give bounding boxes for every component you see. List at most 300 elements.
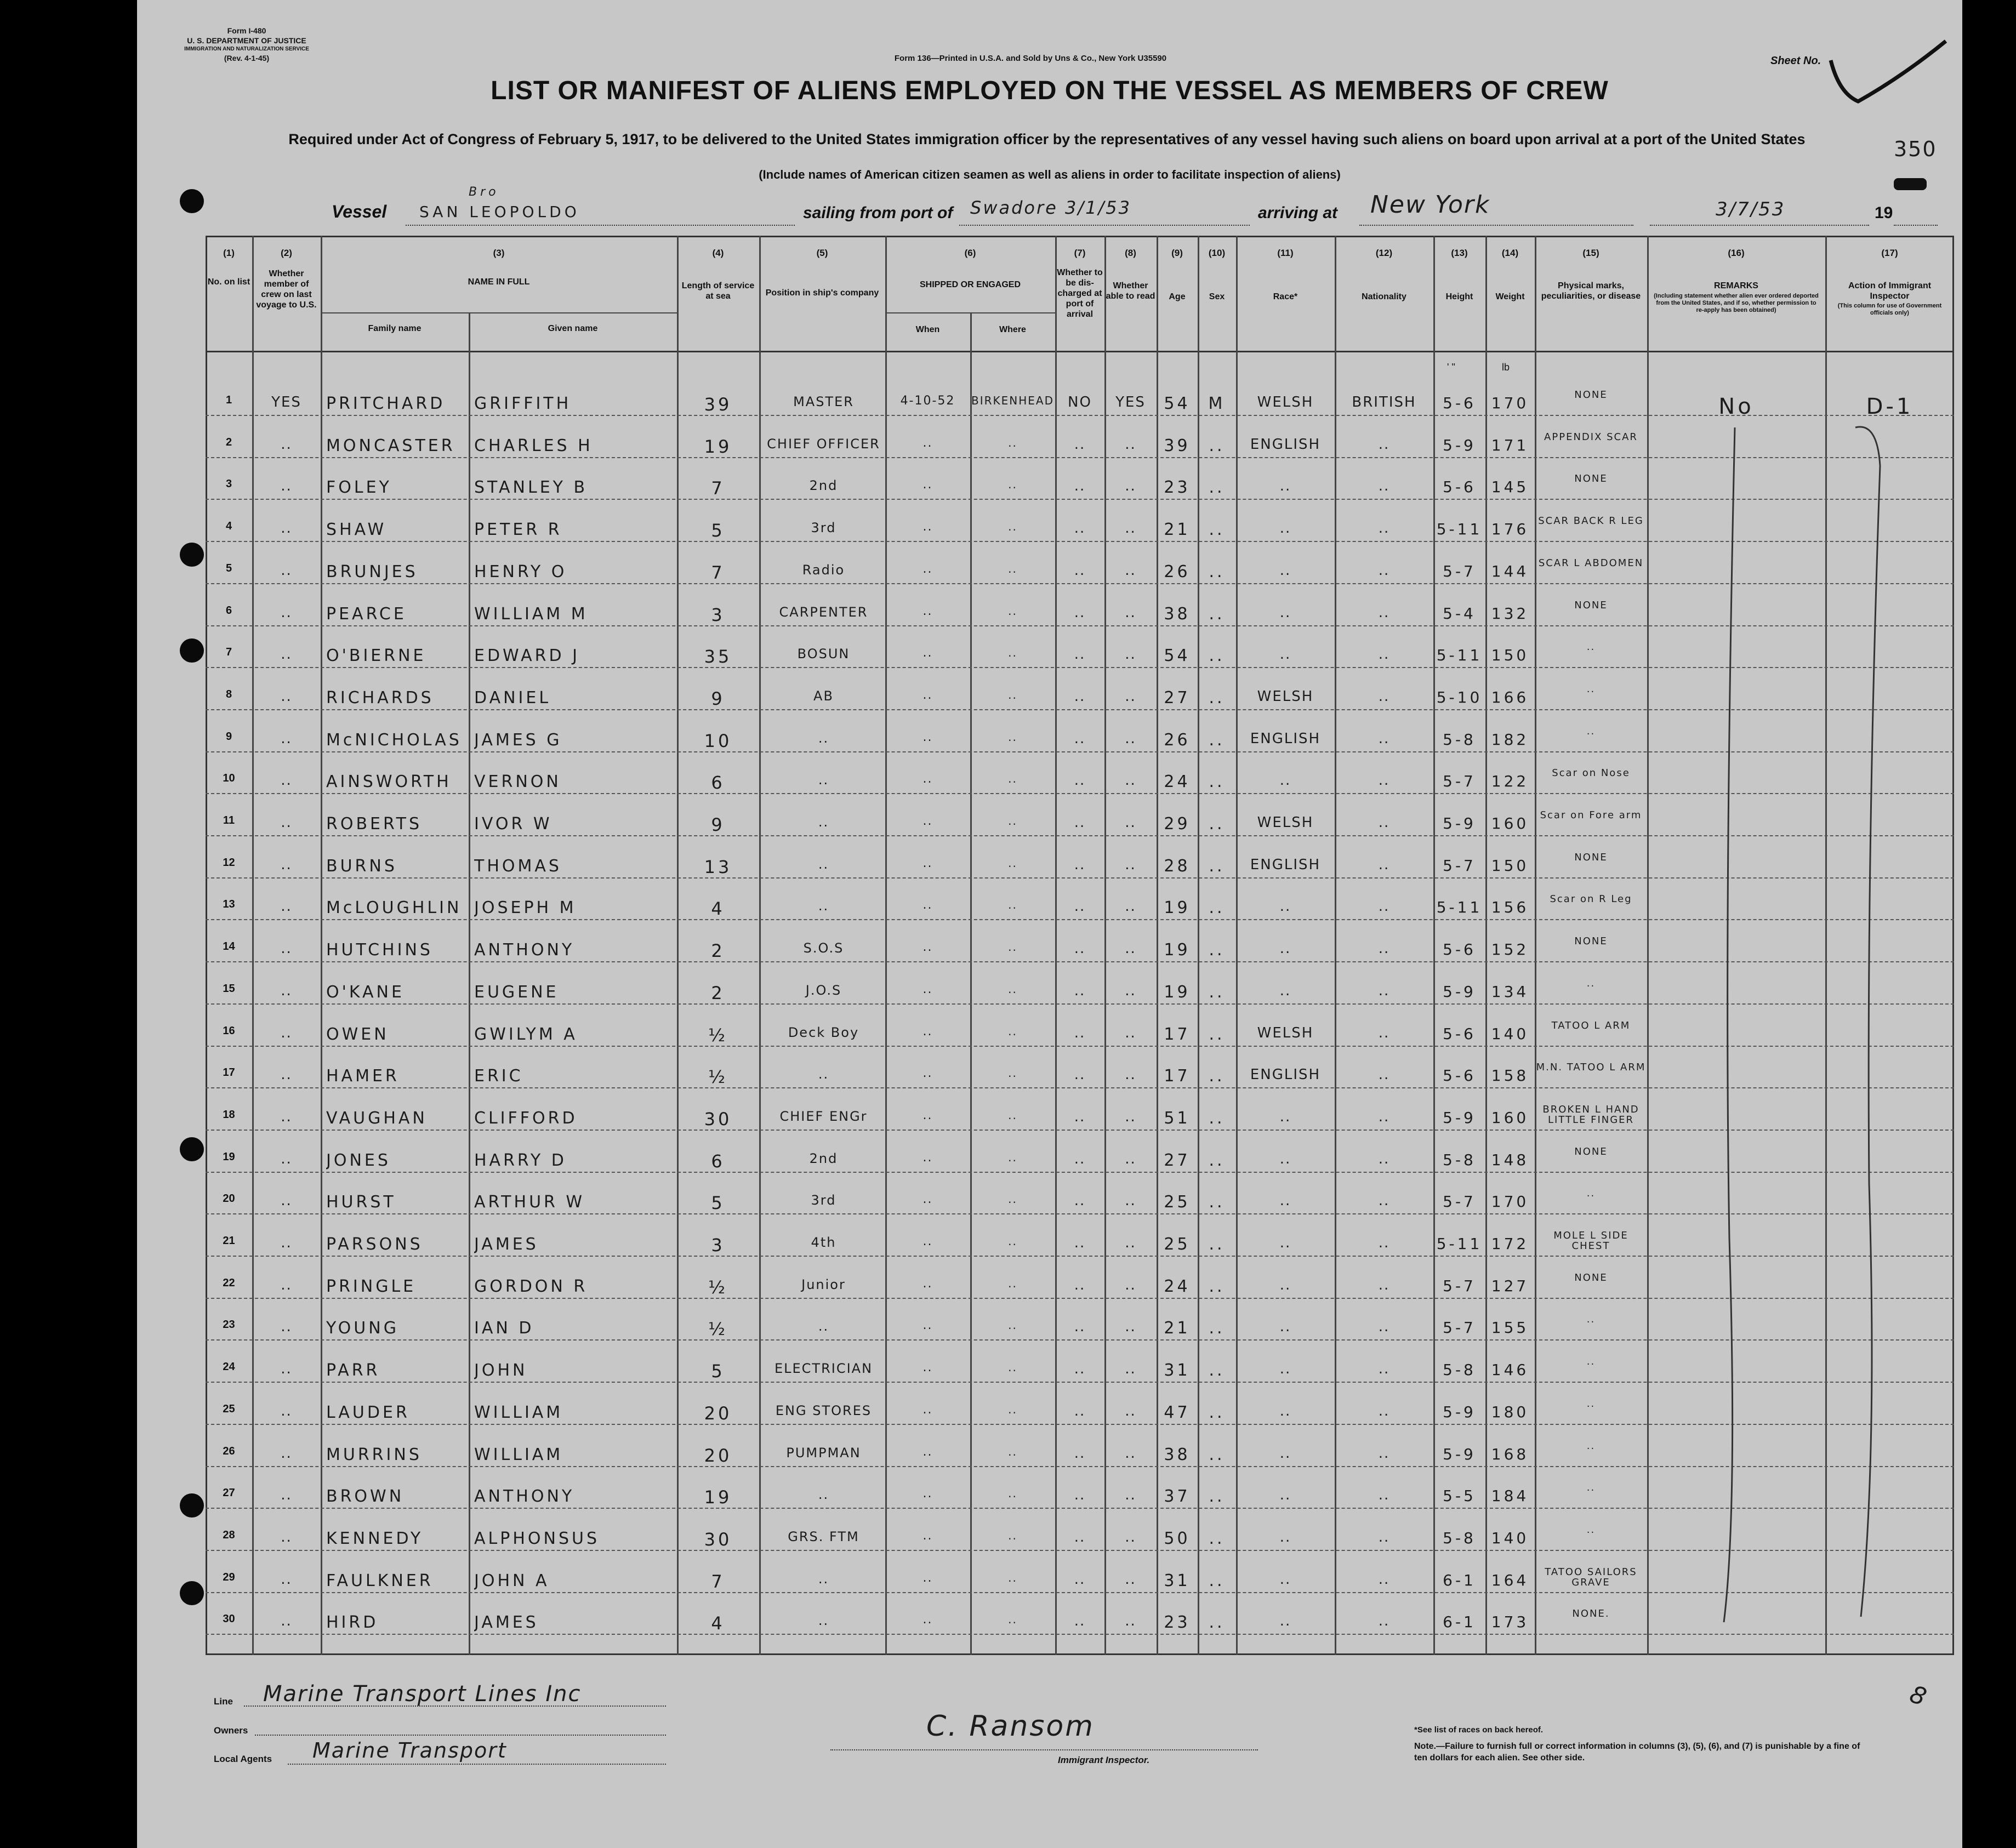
cell-race: ENGLISH bbox=[1250, 856, 1321, 873]
cell-position: Radio bbox=[802, 562, 845, 578]
cell-height: 5-10 bbox=[1436, 688, 1483, 706]
cell-marks: Scar on Fore arm bbox=[1540, 810, 1642, 820]
cell-race: .. bbox=[1279, 982, 1291, 999]
cell-marks: BROKEN L HAND LITTLE FINGER bbox=[1542, 1104, 1639, 1125]
cell-last: .. bbox=[281, 1319, 292, 1336]
cell-disch: .. bbox=[1074, 856, 1086, 873]
cell-read: .. bbox=[1125, 562, 1136, 579]
cell-family: YOUNG bbox=[326, 1319, 399, 1338]
cell-sex: .. bbox=[1209, 646, 1225, 666]
cell-nationality: .. bbox=[1378, 1361, 1390, 1378]
cell-nationality: .. bbox=[1378, 520, 1390, 537]
column-number: (13) bbox=[1451, 248, 1468, 258]
cell-service: 9 bbox=[711, 814, 725, 835]
cell-marks: NONE bbox=[1574, 600, 1608, 611]
cell-service: 7 bbox=[711, 478, 725, 499]
cell-disch: .. bbox=[1074, 814, 1086, 831]
cell-nationality: .. bbox=[1378, 1613, 1390, 1630]
cell-last: .. bbox=[281, 1445, 292, 1462]
column-number: (12) bbox=[1375, 248, 1393, 258]
cell-position: CARPENTER bbox=[779, 604, 868, 620]
cell-height: 5-9 bbox=[1443, 1402, 1476, 1421]
cell-nationality: .. bbox=[1378, 856, 1390, 873]
header-sex: Sex bbox=[1209, 292, 1225, 301]
cell-service: 3 bbox=[711, 604, 725, 625]
cell-where: .. bbox=[1008, 730, 1017, 744]
cell-height: 6-1 bbox=[1443, 1613, 1476, 1632]
cell-nationality: .. bbox=[1378, 646, 1390, 663]
cell-race: ENGLISH bbox=[1250, 730, 1321, 747]
cell-family: FAULKNER bbox=[326, 1571, 434, 1590]
cell-family: PARR bbox=[326, 1361, 380, 1381]
cell-race: .. bbox=[1279, 1235, 1291, 1251]
cell-position: Junior bbox=[801, 1276, 846, 1292]
header-physical-marks: Physical marks, peculiarities, or disease bbox=[1541, 281, 1641, 301]
column-number: (16) bbox=[1728, 248, 1745, 258]
cell-height: 5-8 bbox=[1443, 1150, 1476, 1169]
cell-disch: .. bbox=[1074, 1361, 1086, 1378]
cell-nationality: .. bbox=[1378, 1528, 1390, 1545]
cell-nationality: .. bbox=[1378, 604, 1390, 621]
cell-where: .. bbox=[1008, 646, 1017, 660]
cell-age: 27 bbox=[1164, 1150, 1191, 1170]
cell-when: .. bbox=[922, 982, 933, 996]
cell-last: .. bbox=[281, 814, 292, 831]
date-underline bbox=[1650, 225, 1869, 226]
cell-service: 4 bbox=[711, 1613, 725, 1634]
cell-height: 5-6 bbox=[1443, 1066, 1476, 1085]
cell-disch: .. bbox=[1074, 1402, 1086, 1419]
cell-last: .. bbox=[281, 436, 292, 453]
cell-last: .. bbox=[281, 1402, 292, 1419]
cell-age: 47 bbox=[1164, 1402, 1191, 1422]
cell-disch: .. bbox=[1074, 1445, 1086, 1462]
cell-race: .. bbox=[1279, 1108, 1291, 1125]
cell-position: 3rd bbox=[811, 520, 836, 536]
cell-sex: .. bbox=[1209, 1361, 1225, 1381]
cell-where: .. bbox=[1008, 940, 1017, 954]
cell-given: JAMES bbox=[474, 1613, 539, 1633]
name-split-line bbox=[469, 312, 470, 1655]
cell-family: HUTCHINS bbox=[326, 940, 433, 960]
cell-no: 25 bbox=[223, 1402, 235, 1415]
cell-age: 24 bbox=[1164, 772, 1191, 792]
cell-read: .. bbox=[1125, 520, 1136, 537]
header-last-voyage: Whether member of crew on last voyage to U.S. bbox=[256, 269, 317, 310]
cell-age: 17 bbox=[1164, 1024, 1191, 1044]
cell-where: .. bbox=[1008, 1193, 1017, 1206]
cell-no: 23 bbox=[223, 1319, 235, 1331]
cell-where: .. bbox=[1008, 898, 1017, 912]
cell-service: 5 bbox=[711, 1193, 725, 1214]
cell-marks: NONE bbox=[1574, 1272, 1608, 1283]
cell-read: .. bbox=[1125, 814, 1136, 831]
column-number: (7) bbox=[1074, 248, 1086, 258]
printer-line: Form 136—Printed in U.S.A. and Sold by Uns & Co., New York U35590 bbox=[894, 54, 1167, 63]
cell-position: J.O.S bbox=[805, 982, 842, 998]
cell-nationality: .. bbox=[1378, 1571, 1390, 1588]
cell-age: 54 bbox=[1164, 646, 1191, 666]
cell-no: 10 bbox=[223, 772, 235, 785]
cell-position: MASTER bbox=[793, 394, 854, 409]
cell-race: WELSH bbox=[1257, 394, 1314, 410]
cell-last: .. bbox=[281, 1361, 292, 1378]
cell-nationality: .. bbox=[1378, 1445, 1390, 1462]
cell-given: THOMAS bbox=[474, 856, 562, 876]
cell-marks: Scar on Nose bbox=[1552, 768, 1630, 779]
cell-last: .. bbox=[281, 646, 292, 663]
cell-nationality: .. bbox=[1378, 1193, 1390, 1210]
cell-marks: NONE bbox=[1574, 390, 1608, 400]
cell-nationality: .. bbox=[1378, 982, 1390, 999]
inspector-signature: C. Ransom bbox=[926, 1710, 1095, 1743]
cell-marks: .. bbox=[1586, 1398, 1596, 1409]
cell-service: 13 bbox=[704, 856, 732, 877]
header-remarks: REMARKS bbox=[1714, 281, 1758, 290]
cell-where: .. bbox=[1008, 814, 1017, 828]
ditto-strokes-drawing bbox=[1647, 417, 1954, 1639]
cell-family: PRINGLE bbox=[326, 1276, 417, 1296]
cell-nationality: .. bbox=[1378, 730, 1390, 747]
cell-race: .. bbox=[1279, 772, 1291, 789]
cell-nationality: .. bbox=[1378, 814, 1390, 831]
cell-weight: 184 bbox=[1491, 1487, 1529, 1505]
cell-last: .. bbox=[281, 982, 292, 999]
cell-nationality: .. bbox=[1378, 478, 1390, 495]
cell-disch: .. bbox=[1074, 688, 1086, 705]
cell-given: IVOR W bbox=[474, 814, 553, 834]
cell-where: .. bbox=[1008, 1066, 1017, 1080]
cell-disch: .. bbox=[1074, 478, 1086, 495]
cell-read: .. bbox=[1125, 1445, 1136, 1462]
cell-race: .. bbox=[1279, 1571, 1291, 1588]
cell-when: .. bbox=[922, 772, 933, 786]
cell-service: 6 bbox=[711, 1150, 725, 1172]
cell-no: 13 bbox=[223, 898, 235, 911]
cell-nationality: .. bbox=[1378, 1487, 1390, 1504]
cell-family: PEARCE bbox=[326, 604, 407, 624]
cell-weight: 132 bbox=[1491, 604, 1529, 623]
cell-height: 6-1 bbox=[1443, 1571, 1476, 1589]
cell-height: 5-7 bbox=[1443, 562, 1476, 580]
cell-no: 22 bbox=[223, 1276, 235, 1289]
cell-when: .. bbox=[922, 1066, 933, 1081]
cell-read: .. bbox=[1125, 1276, 1136, 1293]
header-given-name: Given name bbox=[548, 324, 598, 333]
cell-no: 17 bbox=[223, 1066, 235, 1079]
margin-mark: 8 bbox=[1906, 1680, 1933, 1713]
cell-family: MURRINS bbox=[326, 1445, 422, 1464]
cell-sex: .. bbox=[1209, 478, 1225, 498]
cell-height: 5-8 bbox=[1443, 1361, 1476, 1379]
cell-no: 27 bbox=[223, 1487, 235, 1499]
cell-family: BRUNJES bbox=[326, 562, 418, 581]
cell-given: GWILYM A bbox=[474, 1024, 578, 1044]
cell-age: 39 bbox=[1164, 436, 1191, 455]
vessel-underline bbox=[406, 225, 795, 226]
cell-last: .. bbox=[281, 1024, 292, 1041]
cell-position: .. bbox=[818, 1066, 829, 1082]
cell-family: VAUGHAN bbox=[326, 1108, 428, 1128]
cell-weight: 170 bbox=[1491, 394, 1529, 412]
vessel-note: Bro bbox=[469, 185, 499, 199]
cell-no: 15 bbox=[223, 982, 235, 995]
cell-height: 5-6 bbox=[1443, 394, 1476, 412]
column-number: (1) bbox=[223, 248, 235, 258]
cell-position: 4th bbox=[811, 1235, 836, 1250]
page-number: 350 bbox=[1894, 137, 1937, 161]
cell-race: .. bbox=[1279, 646, 1291, 663]
cell-family: KENNEDY bbox=[326, 1528, 424, 1548]
header-shipped-when: When bbox=[915, 325, 940, 334]
cell-disch: .. bbox=[1074, 1487, 1086, 1504]
cell-disch: .. bbox=[1074, 1276, 1086, 1293]
cell-read: .. bbox=[1125, 1193, 1136, 1210]
cell-height: 5-11 bbox=[1436, 1235, 1483, 1253]
header-height: Height bbox=[1445, 292, 1473, 301]
cell-nationality: .. bbox=[1378, 562, 1390, 579]
cell-family: AINSWORTH bbox=[326, 772, 452, 792]
cell-service: 20 bbox=[704, 1445, 732, 1466]
cell-disch: .. bbox=[1074, 1613, 1086, 1630]
cell-weight: 156 bbox=[1491, 898, 1529, 917]
cell-disch: .. bbox=[1074, 1066, 1086, 1083]
cell-read: .. bbox=[1125, 478, 1136, 495]
cell-marks: NONE bbox=[1574, 1146, 1608, 1157]
footer-agents-underline bbox=[288, 1764, 666, 1765]
cell-service: 35 bbox=[704, 646, 732, 668]
cell-no: 20 bbox=[223, 1193, 235, 1205]
cell-no: 9 bbox=[225, 730, 232, 743]
column-number: (9) bbox=[1171, 248, 1183, 258]
cell-weight: 146 bbox=[1491, 1361, 1529, 1379]
cell-last: .. bbox=[281, 1571, 292, 1588]
cell-weight: 172 bbox=[1491, 1235, 1529, 1253]
cell-marks: .. bbox=[1586, 978, 1596, 989]
cell-sex: .. bbox=[1209, 1150, 1225, 1170]
cell-read: .. bbox=[1125, 1361, 1136, 1378]
footer-owners-underline bbox=[255, 1735, 666, 1736]
cell-age: 31 bbox=[1164, 1361, 1191, 1381]
cell-marks: NONE bbox=[1574, 474, 1608, 484]
cell-where: .. bbox=[1008, 1445, 1017, 1458]
cell-where: .. bbox=[1008, 1150, 1017, 1164]
cell-no: 7 bbox=[225, 646, 232, 659]
cell-disch: .. bbox=[1074, 1150, 1086, 1167]
cell-where: .. bbox=[1008, 520, 1017, 534]
cell-given: GORDON R bbox=[474, 1276, 588, 1296]
cell-where: BIRKENHEAD bbox=[971, 394, 1054, 407]
page-title: LIST OR MANIFEST OF ALIENS EMPLOYED ON THE VESSEL AS MEMBERS OF CREW bbox=[491, 76, 1609, 105]
cell-age: 17 bbox=[1164, 1066, 1191, 1086]
cell-no: 26 bbox=[223, 1445, 235, 1457]
cell-position: .. bbox=[818, 814, 829, 830]
cell-no: 29 bbox=[223, 1571, 235, 1583]
cell-read: .. bbox=[1125, 1024, 1136, 1041]
cell-weight: 158 bbox=[1491, 1066, 1529, 1085]
cell-marks: NONE bbox=[1574, 852, 1608, 863]
cell-given: DANIEL bbox=[474, 688, 551, 708]
cell-sex: .. bbox=[1209, 1319, 1225, 1338]
cell-when: .. bbox=[922, 856, 933, 870]
cell-family: LAUDER bbox=[326, 1402, 410, 1422]
cell-position: 2nd bbox=[809, 1150, 838, 1166]
cell-where: .. bbox=[1008, 436, 1017, 449]
cell-position: .. bbox=[818, 1571, 829, 1587]
manifest-page bbox=[137, 0, 1962, 1848]
cell-where: .. bbox=[1008, 1319, 1017, 1332]
cell-weight: 180 bbox=[1491, 1402, 1529, 1421]
punch-hole bbox=[180, 1581, 204, 1605]
cell-marks: APPENDIX SCAR bbox=[1544, 431, 1638, 442]
cell-service: 5 bbox=[711, 1361, 725, 1382]
cell-last: .. bbox=[281, 1487, 292, 1504]
cell-family: HIRD bbox=[326, 1613, 379, 1633]
cell-disch: .. bbox=[1074, 646, 1086, 663]
cell-service: 19 bbox=[704, 1487, 732, 1508]
cell-when: .. bbox=[922, 1571, 933, 1585]
weight-unit-mark: lb bbox=[1502, 362, 1510, 373]
cell-given: EDWARD J bbox=[474, 646, 580, 666]
cell-when: .. bbox=[922, 478, 933, 492]
cell-read: .. bbox=[1125, 1613, 1136, 1630]
form-number: Form I-480 bbox=[227, 26, 266, 35]
cell-race: .. bbox=[1279, 1193, 1291, 1210]
cell-read: .. bbox=[1125, 1571, 1136, 1588]
cell-family: HAMER bbox=[326, 1066, 400, 1086]
cell-height: 5-11 bbox=[1436, 646, 1483, 665]
cell-last: .. bbox=[281, 940, 292, 957]
department-label: U. S. DEPARTMENT OF JUSTICE bbox=[187, 36, 306, 45]
cell-sex: .. bbox=[1209, 856, 1225, 876]
cell-nationality: .. bbox=[1378, 1319, 1390, 1336]
cell-position: Deck Boy bbox=[788, 1024, 859, 1040]
cell-sex: .. bbox=[1209, 1066, 1225, 1086]
cell-given: JOSEPH M bbox=[474, 898, 577, 918]
cell-where: .. bbox=[1008, 1487, 1017, 1501]
cell-no: 11 bbox=[223, 814, 235, 826]
cell-marks: M.N. TATOO L ARM bbox=[1536, 1062, 1646, 1073]
header-shipped-or-engaged: SHIPPED OR ENGAGED bbox=[919, 280, 1021, 289]
header-remarks-note: (Including statement whether alien ever ordered deported from the United States, and if so, whether permission to re-apply has been obtained) bbox=[1654, 293, 1819, 313]
cell-read: .. bbox=[1125, 604, 1136, 621]
arriving-label: arriving at bbox=[1258, 204, 1338, 222]
cell-race: .. bbox=[1279, 1445, 1291, 1462]
cell-service: 6 bbox=[711, 772, 725, 794]
cell-read: .. bbox=[1125, 982, 1136, 999]
cell-weight: 145 bbox=[1491, 478, 1529, 497]
cell-weight: 148 bbox=[1491, 1150, 1529, 1169]
header-name-in-full: NAME IN FULL bbox=[468, 277, 530, 287]
cell-service: 7 bbox=[711, 562, 725, 583]
cell-marks: .. bbox=[1586, 1314, 1596, 1325]
cell-last: .. bbox=[281, 898, 292, 915]
cell-service: 30 bbox=[704, 1528, 732, 1550]
header-no-on-list: No. on list bbox=[207, 277, 250, 287]
cell-position: .. bbox=[818, 772, 829, 788]
cell-service: ½ bbox=[708, 1024, 728, 1046]
cell-when: .. bbox=[922, 688, 933, 702]
inspector-label: Immigrant Inspector. bbox=[1058, 1755, 1150, 1765]
cell-when: .. bbox=[922, 520, 933, 534]
cell-weight: 168 bbox=[1491, 1445, 1529, 1463]
cell-given: JOHN bbox=[474, 1361, 528, 1381]
cell-when: .. bbox=[922, 1235, 933, 1248]
cell-nationality: .. bbox=[1378, 1276, 1390, 1293]
cell-when: .. bbox=[922, 1402, 933, 1417]
cell-sex: .. bbox=[1209, 1487, 1225, 1507]
cell-service: ½ bbox=[708, 1319, 728, 1340]
sheet-no-label: Sheet No. bbox=[1770, 55, 1821, 67]
cell-service: 19 bbox=[704, 436, 732, 457]
punch-hole bbox=[180, 1137, 204, 1161]
cell-height: 5-5 bbox=[1443, 1487, 1476, 1505]
header-length-of-service: Length of service at sea bbox=[681, 281, 755, 301]
cell-service: 9 bbox=[711, 688, 725, 709]
cell-weight: 134 bbox=[1491, 982, 1529, 1001]
arriving-at: New York bbox=[1370, 191, 1490, 219]
col-divider bbox=[677, 236, 679, 1655]
cell-given: JOHN A bbox=[474, 1571, 550, 1590]
cell-race: .. bbox=[1279, 520, 1291, 537]
cell-age: 54 bbox=[1164, 394, 1191, 413]
cell-service: 7 bbox=[711, 1571, 725, 1592]
cell-position: BOSUN bbox=[797, 646, 850, 662]
cell-read: .. bbox=[1125, 856, 1136, 873]
column-number: (8) bbox=[1125, 248, 1136, 258]
cell-last: .. bbox=[281, 1528, 292, 1545]
cell-height: 5-7 bbox=[1443, 1319, 1476, 1337]
cell-weight: 176 bbox=[1491, 520, 1529, 539]
cell-age: 31 bbox=[1164, 1571, 1191, 1590]
cell-position: ENG STORES bbox=[775, 1402, 872, 1418]
cell-disch: .. bbox=[1074, 1528, 1086, 1545]
cell-marks: .. bbox=[1586, 1356, 1596, 1367]
cell-given: WILLIAM bbox=[474, 1402, 563, 1422]
cell-when: .. bbox=[922, 1108, 933, 1122]
races-note: *See list of races on back hereof. bbox=[1414, 1725, 1544, 1735]
cell-height: 5-9 bbox=[1443, 1108, 1476, 1127]
cell-disch: .. bbox=[1074, 982, 1086, 999]
cell-age: 19 bbox=[1164, 982, 1191, 1002]
cell-family: RICHARDS bbox=[326, 688, 434, 708]
cell-race: .. bbox=[1279, 1528, 1291, 1545]
column-number: (3) bbox=[493, 248, 505, 258]
cell-when: .. bbox=[922, 1150, 933, 1165]
cell-weight: 122 bbox=[1491, 772, 1529, 791]
cell-race: .. bbox=[1279, 478, 1291, 495]
cell-last: .. bbox=[281, 688, 292, 705]
cell-marks: NONE bbox=[1574, 936, 1608, 947]
cell-no: 2 bbox=[225, 436, 232, 448]
cell-family: PRITCHARD bbox=[326, 394, 446, 413]
cell-weight: 164 bbox=[1491, 1571, 1529, 1589]
column-number: (4) bbox=[712, 248, 724, 258]
cell-disch: .. bbox=[1074, 940, 1086, 957]
cell-last: .. bbox=[281, 520, 292, 537]
cell-marks: .. bbox=[1586, 642, 1596, 653]
cell-when: .. bbox=[922, 1528, 933, 1543]
name-subheader-line bbox=[321, 312, 677, 313]
cell-last: .. bbox=[281, 772, 292, 789]
cell-sex: .. bbox=[1209, 730, 1225, 750]
cell-race: .. bbox=[1279, 1487, 1291, 1504]
cell-nationality: BRITISH bbox=[1352, 394, 1416, 410]
cell-given: IAN D bbox=[474, 1319, 534, 1338]
cell-height: 5-8 bbox=[1443, 1528, 1476, 1547]
column-number: (2) bbox=[281, 248, 292, 258]
cell-age: 38 bbox=[1164, 604, 1191, 624]
